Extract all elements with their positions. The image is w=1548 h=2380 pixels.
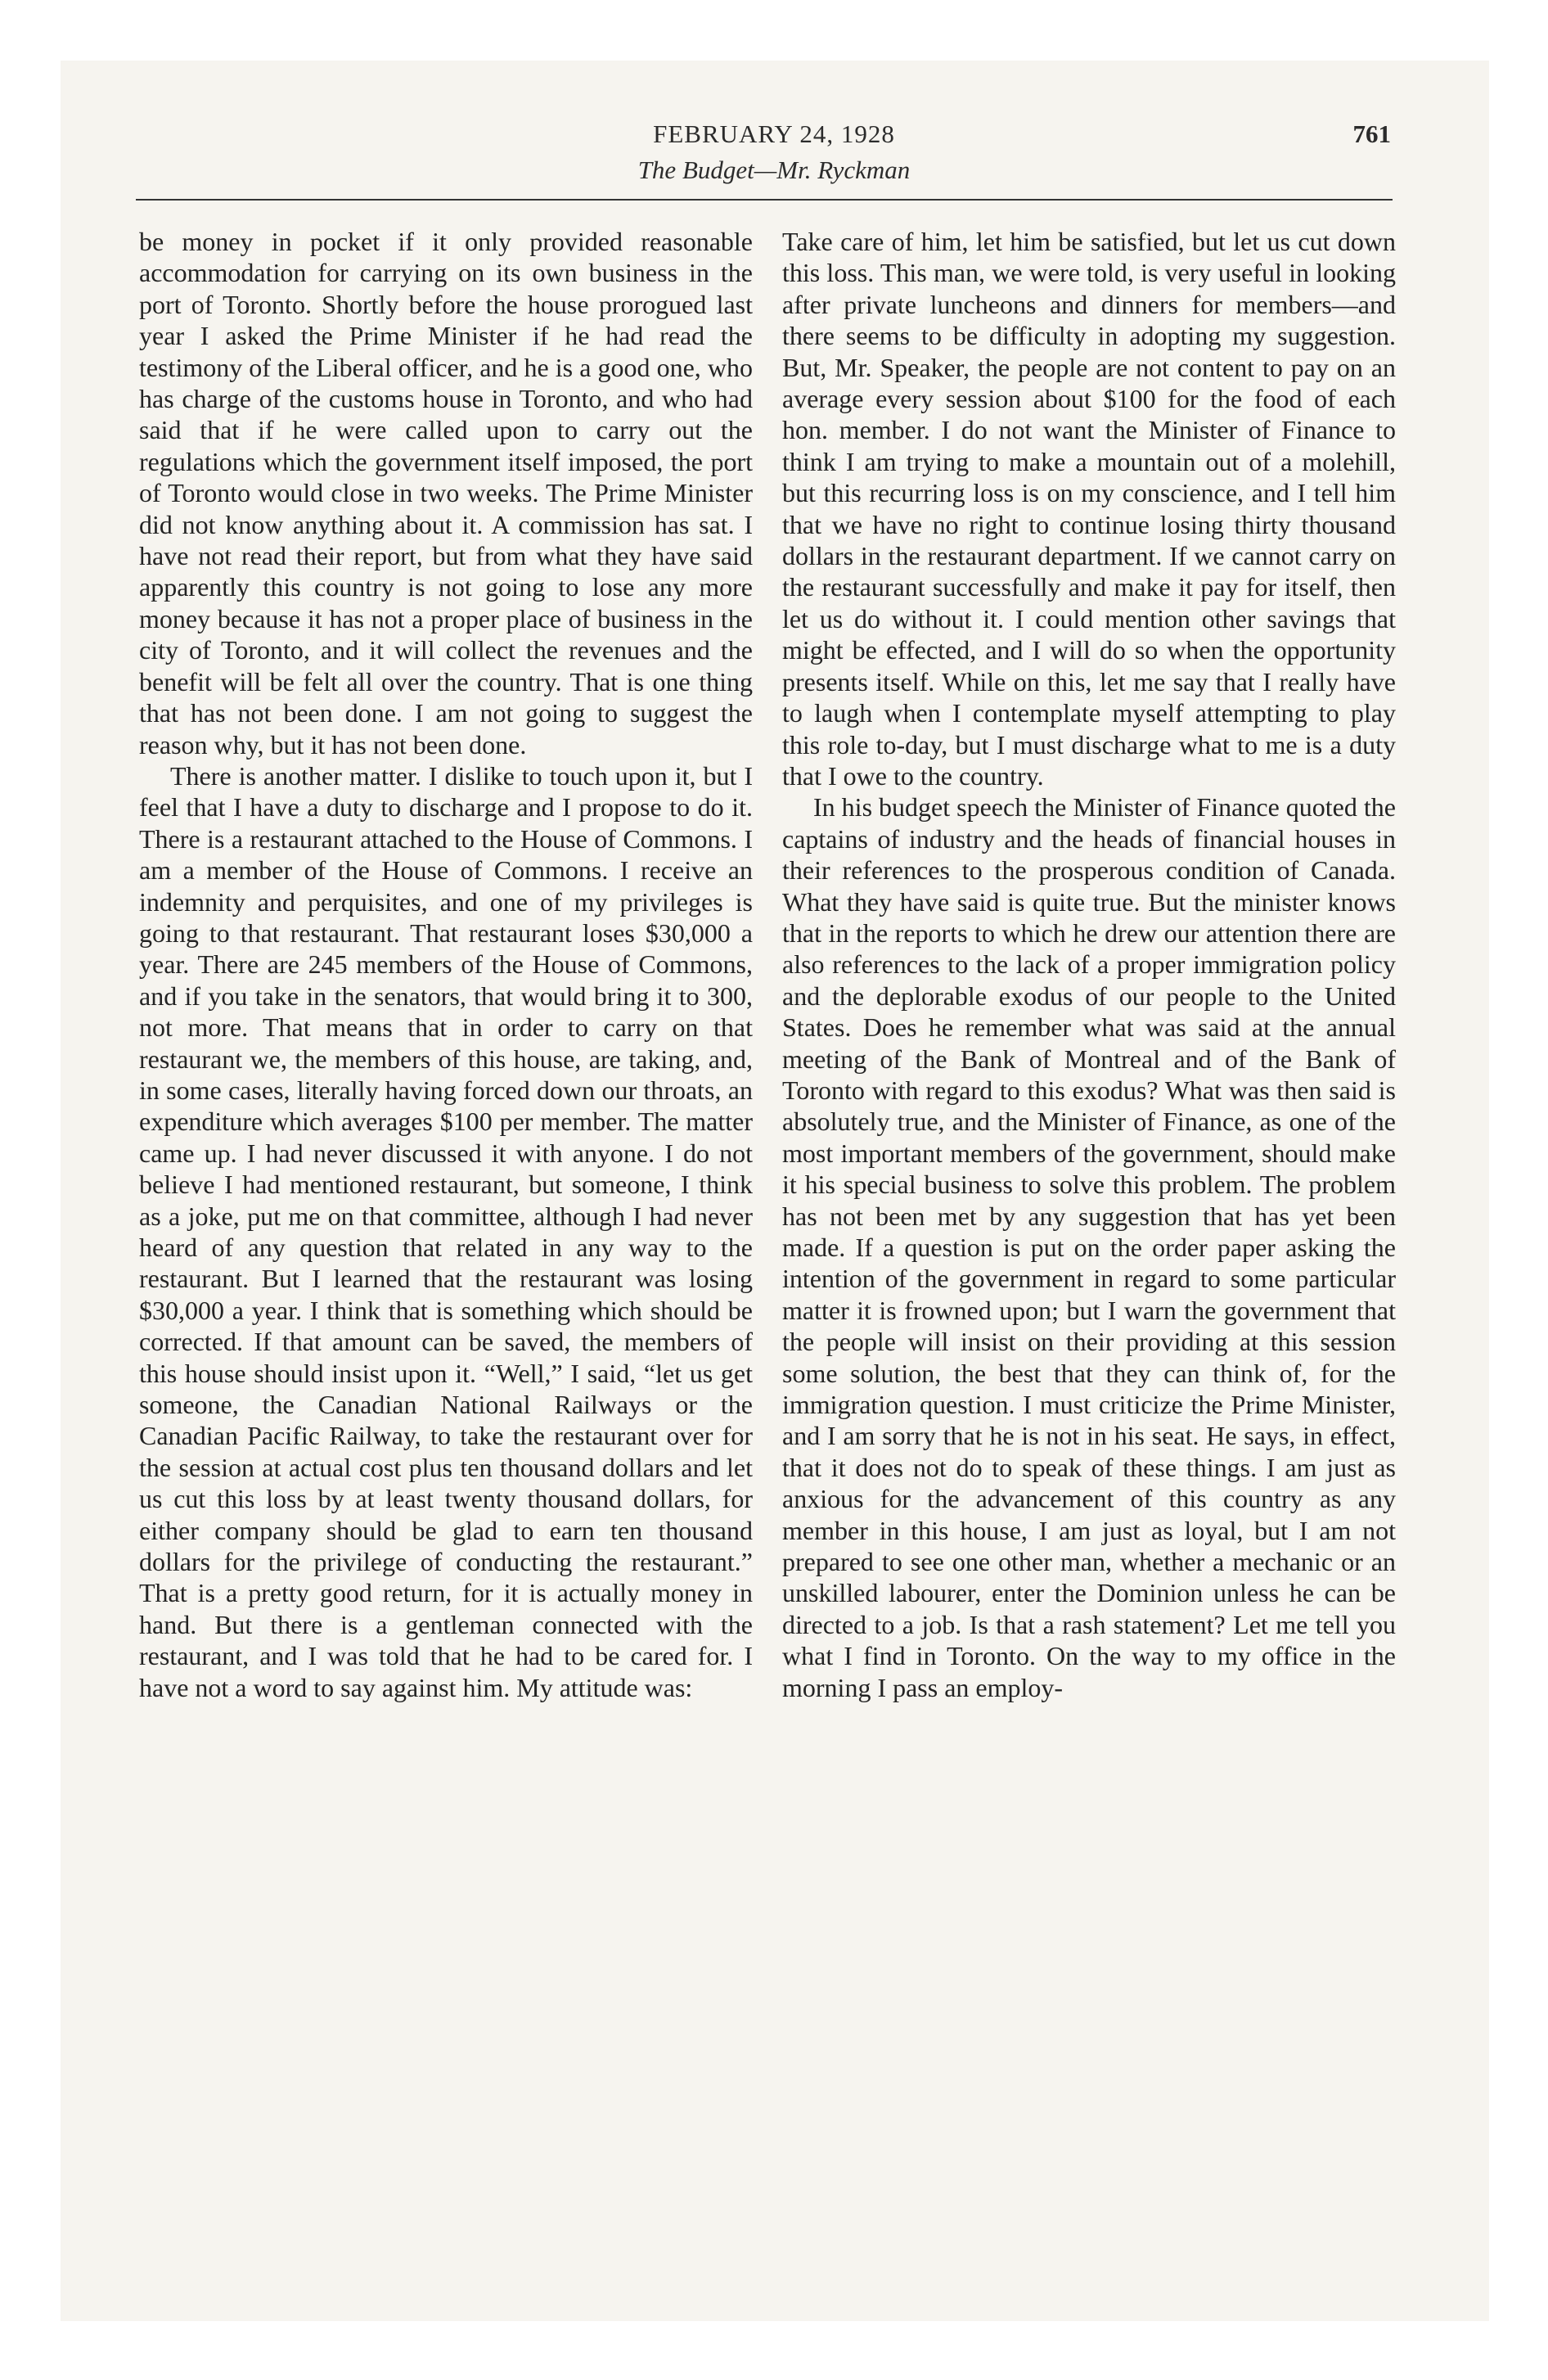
left-paragraph-2: There is another matter. I dislike to touch upon it, but I feel that I have a duty to discharge and I propose to do it. There is a restaurant attached to the House of Commons. I am a member of the House of Commons. I receive an indemnity and perquisites, and one of my privileges is going to that restaurant. That restaurant loses $30,000 a year. There are 245 members of the House of Commons, and if you take in the senators, that would bring it to 300, not more. That means that in order to carry on that restaurant we, the members of this house, are taking, and, in some cases, literally having forced down our throats, an expenditure which averages $100 per member. The matter came up. I had never discussed it with anyone. I do not believe I had mentioned restaurant, but someone, I think as a joke, put me on that committee, although I had never heard of any question that related in any way to the restaurant. But I learned that the restaurant was losing $30,000 a year. I think that is something which should be corrected. If that amount can be saved, the members of this house should insist upon it. “Well,” I said, “let us get someone, the Canadian National Railways or the Canadian Pacific Railway, to take the restaurant over for the session at actual cost plus ten thousand dollars and let us cut this loss by at least twenty thousand dollars, for either company should be glad to earn ten thousand dollars for the privilege of conducting the restaurant.” That is a pretty good return, for it is actually money in hand. But there is a gentleman connected with the restaurant, and I was told that he had to be cared for. I have not a word to say against him. My attitude was: bbox=[139, 760, 753, 1702]
page-date: FEBRUARY 24, 1928 bbox=[653, 119, 895, 148]
right-paragraph-2: In his budget speech the Minister of Finance quoted the captains of industry and the heads of financial houses in their references to the prosperous condition of Canada. What they have said is quite true. But the minister knows that in the reports to which he drew our attention there are also references to the lack of a proper immigration policy and the deplorable exodus of our people to the United States. Does he remember what was said at the annual meeting of the Bank of Montreal and of the Bank of Toronto with regard to this exodus? What was then said is absolutely true, and the Minister of Finance, as one of the most important members of the government, should make it his special business to solve this problem. The problem has not been met by any suggestion that has yet been made. If a question is put on the order paper asking the intention of the government in regard to some particular matter it is frowned upon; but I warn the government that the people will insist on their providing at this session some solution, the best that they can think of, for the immigration question. I must criticize the Prime Minister, and I am sorry that he is not in his seat. He says, in effect, that it does not do to speak of these things. I am just as anxious for the advancement of this country as any member in this house, I am just as loyal, but I am not prepared to see one other man, whether a mechanic or an unskilled labourer, enter the Dominion unless he can be directed to a job. Is that a rash statement? Let me tell you what I find in Toronto. On the way to my office in the morning I pass an employ- bbox=[782, 792, 1396, 1702]
page-number: 761 bbox=[1352, 119, 1391, 148]
header-rule bbox=[136, 199, 1393, 201]
right-paragraph-1: Take care of him, let him be satisfied, but let us cut down this loss. This man, we were told, is very useful in looking after private luncheons and dinners for members—and there seems to be difficulty in adopting my suggestion. But, Mr. Speaker, the people are not content to pay on an average every session about $100 for the food of each hon. member. I do not want the Minister of Finance to think I am trying to make a mountain out of a molehill, but this recurring loss is on my conscience, and I tell him that we have no right to continue losing thirty thousand dollars in the restaurant department. If we cannot carry on the restaurant successfully and make it pay for itself, then let us do without it. I could mention other savings that might be effected, and I will do so when the opportunity presents itself. While on this, let me say that I really have to laugh when I contemplate myself attempting to play this role to-day, but I must discharge what to me is a duty that I owe to the country. bbox=[782, 227, 1396, 791]
left-column bbox=[139, 226, 753, 1703]
right-column bbox=[782, 226, 1396, 1703]
left-paragraph-1: be money in pocket if it only provided reasonable accommodation for carrying on its own business in the port of Toronto. Shortly before the house prorogued last year I asked the Prime Minister if he had read the testimony of the Liberal officer, and he is a good one, who has charge of the customs house in Toronto, and who had said that if he were called upon to carry out the regulations which the government itself imposed, the port of Toronto would close in two weeks. The Prime Minister did not know anything about it. A commission has sat. I have not read their report, but from what they have said apparently this country is not going to lose any more money because it has not a proper place of business in the city of Toronto, and it will collect the revenues and the benefit will be felt all over the country. That is one thing that has not been done. I am not going to suggest the reason why, but it has not been done. bbox=[139, 227, 753, 760]
running-head-subject: The Budget—Mr. Ryckman bbox=[637, 156, 911, 184]
